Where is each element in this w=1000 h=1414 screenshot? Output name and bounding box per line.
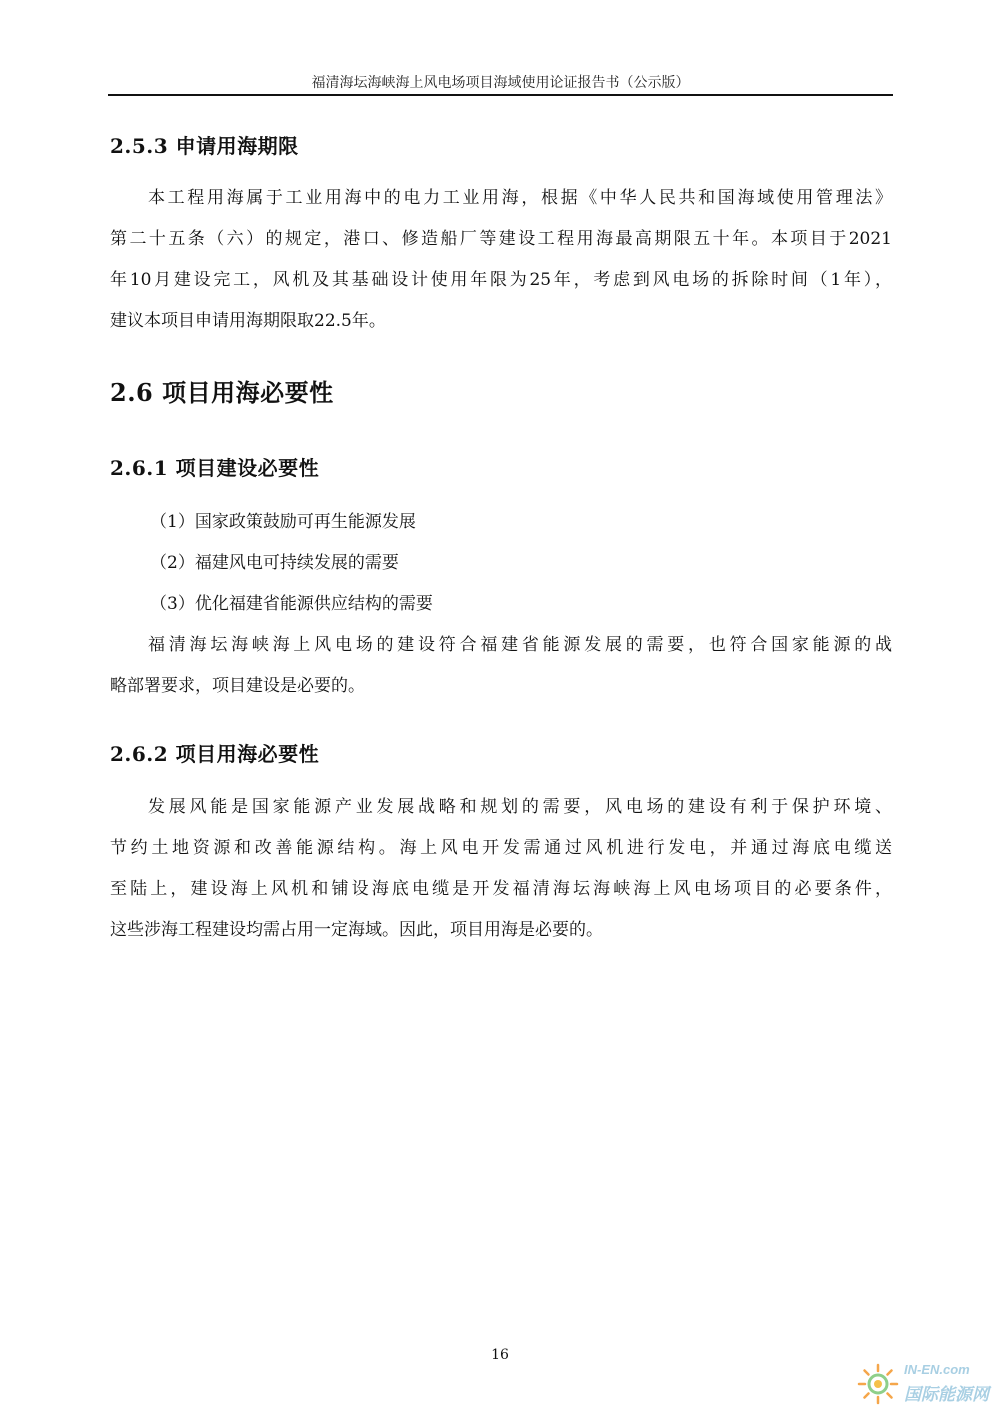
text-line: 至陆上，建设海上风机和铺设海底电缆是开发福清海坛海峡海上风电场项目的必要条件，	[110, 879, 892, 899]
list-item: （2）福建风电可持续发展的需要	[150, 553, 399, 573]
watermark-en: IN-EN.com	[904, 1362, 970, 1377]
text-line: 年10月建设完工，风机及其基础设计使用年限为25年，考虑到风电场的拆除时间（1年），	[110, 270, 892, 290]
text-line: 福清海坛海峡海上风电场的建设符合福建省能源发展的需要，也符合国家能源的战	[148, 635, 892, 655]
watermark	[856, 1360, 996, 1408]
heading-2-6-1: 2.6.1 项目建设必要性	[110, 456, 320, 480]
page-number: 16	[491, 1347, 509, 1363]
text-line: 第二十五条（六）的规定，港口、修造船厂等建设工程用海最高期限五十年。本项目于2021	[110, 229, 892, 249]
sun-logo-icon	[856, 1362, 900, 1406]
text-line: 发展风能是国家能源产业发展战略和规划的需要，风电场的建设有利于保护环境、	[148, 797, 892, 817]
paragraph-2-6-1	[110, 625, 892, 707]
running-header: 福清海坛海峡海上风电场项目海域使用论证报告书（公示版）	[311, 75, 690, 91]
heading-2-5-3: 2.5.3 申请用海期限	[110, 134, 299, 158]
text-line: 建议本项目申请用海期限取22.5年。	[110, 311, 386, 331]
text-line: 略部署要求，项目建设是必要的。	[110, 676, 365, 696]
watermark-cn: 国际能源网	[904, 1385, 989, 1405]
text-line: 节约土地资源和改善能源结构。海上风电开发需通过风机进行发电，并通过海底电缆送	[110, 838, 892, 858]
paragraph-2-6-2	[110, 787, 892, 951]
paragraph-2-5-3	[110, 178, 892, 342]
text-line: 这些涉海工程建设均需占用一定海域。因此，项目用海是必要的。	[110, 920, 603, 940]
list-item: （1）国家政策鼓励可再生能源发展	[150, 512, 416, 532]
heading-2-6-2: 2.6.2 项目用海必要性	[110, 742, 320, 766]
heading-2-6: 2.6 项目用海必要性	[110, 378, 334, 407]
list-item: （3）优化福建省能源供应结构的需要	[150, 594, 433, 614]
text-line: 本工程用海属于工业用海中的电力工业用海，根据《中华人民共和国海域使用管理法》	[148, 188, 892, 208]
header-rule	[108, 94, 893, 96]
